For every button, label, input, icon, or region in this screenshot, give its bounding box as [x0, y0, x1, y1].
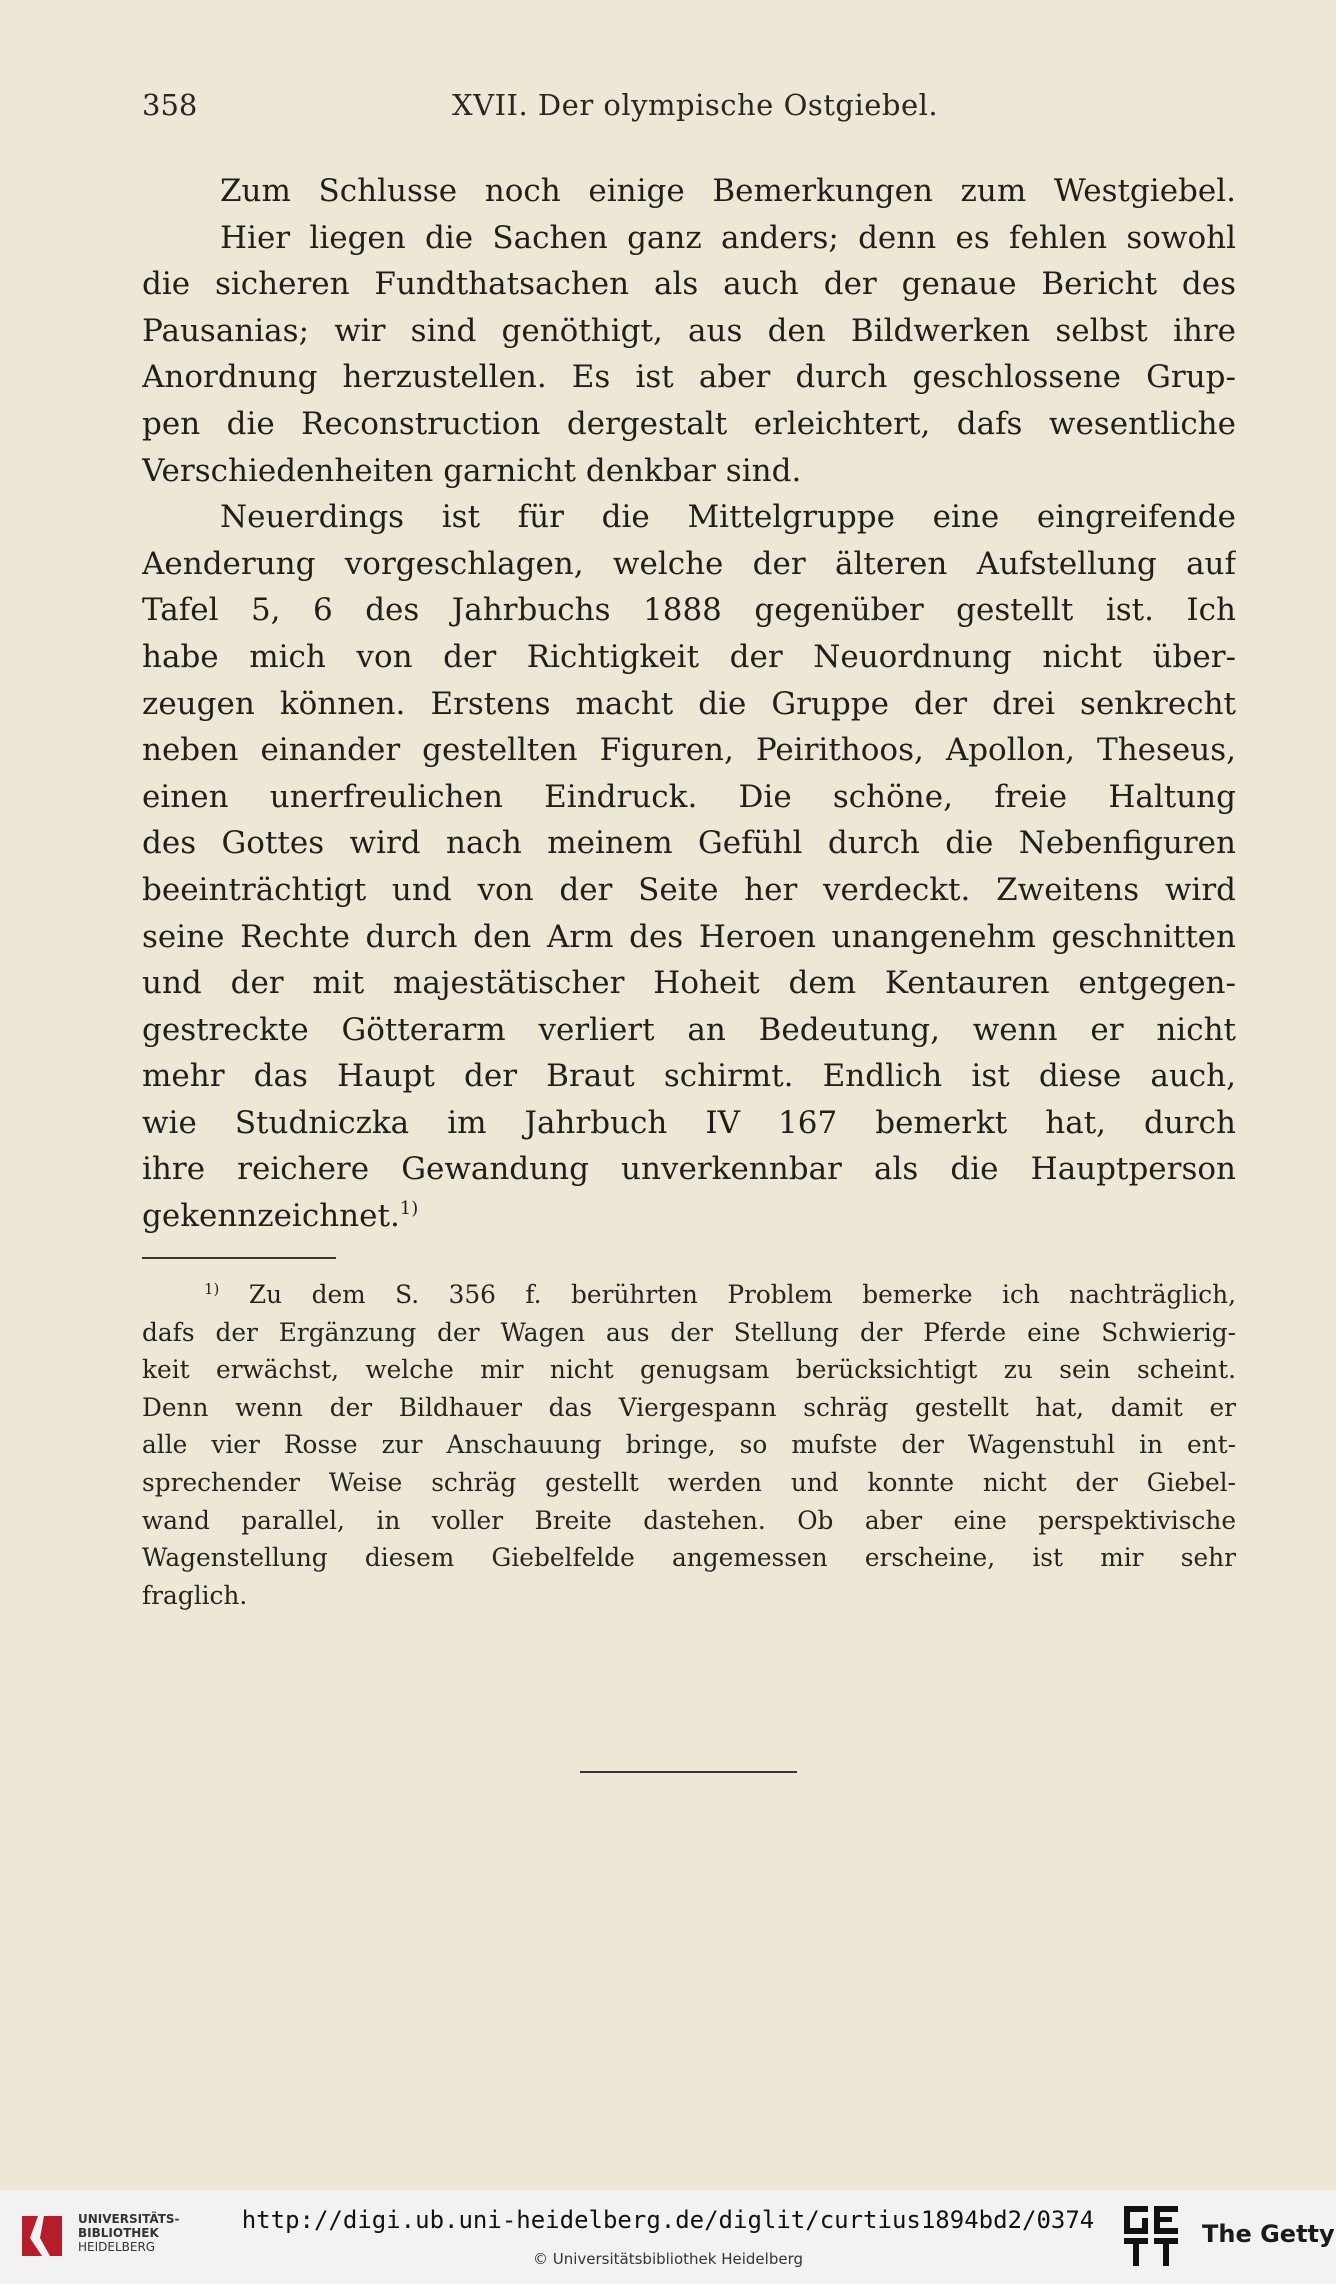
- footnote-line: Denn wenn der Bildhauer das Viergespann schräg gestellt hat, damit er: [142, 1392, 1236, 1422]
- text-line: Verschiedenheiten garnicht denkbar sind.: [142, 452, 802, 489]
- text-line: mehr das Haupt der Braut schirmt. Endlich ist diese auch,: [142, 1058, 1236, 1095]
- footnote-line: alle vier Rosse zur Anschauung bringe, so mufste der Wagenstuhl in ent-: [142, 1430, 1236, 1460]
- footnote-line-content: Zu dem S. 356 f. berührten Problem bemerke ich nachträglich,: [248, 1280, 1236, 1309]
- text-line: Zum Schlusse noch einige Bemerkungen zum Westgiebel.: [220, 173, 1236, 209]
- footnote-line: wand parallel, in voller Breite dastehen. Ob aber eine perspektivische: [142, 1505, 1236, 1535]
- text-line: beeinträchtigt und von der Seite her verdeckt. Zweitens wird: [142, 871, 1236, 908]
- library-name-line: HEIDELBERG: [78, 2240, 156, 2254]
- footnote-reference[interactable]: 1): [399, 1198, 419, 1220]
- viewer-footer: [0, 2190, 1336, 2284]
- text-line: die sicheren Fundthatsachen als auch der genaue Bericht des: [142, 266, 1236, 303]
- text-line: ihre reichere Gewandung unverkennbar als die Hauptperson: [142, 1151, 1236, 1188]
- text-line: Tafel 5, 6 des Jahrbuchs 1888 gegenüber gestellt ist. Ich: [142, 592, 1236, 629]
- footnote-line: dafs der Ergänzung der Wagen aus der Stellung der Pferde eine Schwierig-: [142, 1317, 1236, 1347]
- text-line: neben einander gestellten Figuren, Peirithoos, Apollon, Theseus,: [142, 732, 1236, 769]
- getty-name: The Getty: [1202, 2220, 1335, 2248]
- text-line: des Gottes wird nach meinem Gefühl durch die Nebenfiguren: [142, 825, 1236, 862]
- text-line: habe mich von der Richtigkeit der Neuordnung nicht über-: [142, 638, 1236, 675]
- getty-logo-icon: [1122, 2204, 1182, 2268]
- footnote-separator: [142, 1257, 336, 1259]
- section-end-rule: [580, 1771, 797, 1773]
- text-line: zeugen können. Erstens macht die Gruppe der drei senkrecht: [142, 685, 1236, 722]
- text-line: Pausanias; wir sind genöthigt, aus den Bildwerken selbst ihre: [142, 312, 1236, 349]
- footnote-line: keit erwächst, welche mir nicht genugsam berücksichtigt zu sein scheint.: [142, 1355, 1236, 1385]
- footnote-marker: 1): [204, 1280, 220, 1298]
- text-line: Aenderung vorgeschlagen, welche der älteren Aufstellung auf: [142, 545, 1236, 582]
- footnote-line: Wagenstellung diesem Giebelfelde angemessen erscheine, ist mir sehr: [142, 1543, 1236, 1573]
- text-line: einen unerfreulichen Eindruck. Die schöne, freie Haltung: [142, 778, 1236, 815]
- text-line: gestreckte Götterarm verliert an Bedeutung, wenn er nicht: [142, 1011, 1236, 1048]
- text-line: Neuerdings ist für die Mittelgruppe eine eingreifende: [220, 499, 1236, 536]
- footnote-line: fraglich.: [142, 1580, 248, 1610]
- library-name-line: BIBLIOTHEK: [78, 2226, 159, 2240]
- footnote-line: [142, 1276, 1236, 1314]
- page-header: [142, 88, 1236, 138]
- text-line: seine Rechte durch den Arm des Heroen unangenehm geschnitten: [142, 918, 1236, 955]
- text-line-content: gekennzeichnet.: [142, 1198, 400, 1235]
- footnote: [142, 1276, 1236, 1614]
- running-head: XVII. Der olympische Ostgiebel.: [452, 88, 939, 122]
- library-name-line: UNIVERSITÄTS-: [78, 2212, 180, 2226]
- main-text: [142, 168, 1236, 1240]
- text-line-with-footnote-ref: [142, 1193, 1236, 1240]
- text-line: Anordnung herzustellen. Es ist aber durch geschlossene Grup-: [142, 359, 1236, 396]
- footnote-line: sprechender Weise schräg gestellt werden und konnte nicht der Giebel-: [142, 1467, 1236, 1497]
- text-line: Hier liegen die Sachen ganz anders; denn es fehlen sowohl: [220, 219, 1236, 256]
- text-line: wie Studniczka im Jahrbuch IV 167 bemerkt hat, durch: [142, 1104, 1236, 1141]
- text-line: pen die Reconstruction dergestalt erleichtert, dafs wesentliche: [142, 405, 1236, 442]
- copyright-notice: © Universitätsbibliothek Heidelberg: [532, 2250, 803, 2268]
- text-line: und der mit majestätischer Hoheit dem Kentauren entgegen-: [142, 965, 1236, 1002]
- permalink-url[interactable]: http://digi.ub.uni-heidelberg.de/diglit/curtius1894bd2/0374: [241, 2206, 1095, 2234]
- page-number: 358: [142, 88, 198, 122]
